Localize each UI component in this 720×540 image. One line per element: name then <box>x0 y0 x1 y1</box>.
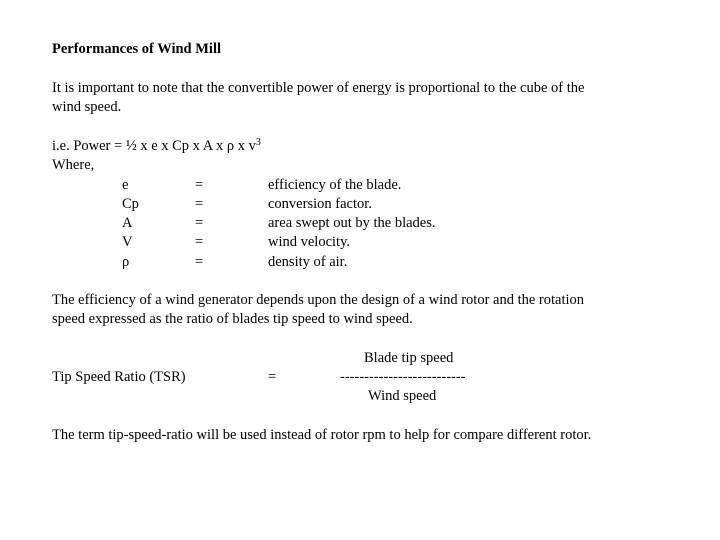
definition-meaning: efficiency of the blade. <box>268 177 402 193</box>
definition-equals: = <box>195 177 204 193</box>
definition-equals: = <box>195 196 204 212</box>
definition-symbol: A <box>122 215 133 231</box>
definition-equals: = <box>195 234 204 250</box>
definition-meaning: density of air. <box>268 254 348 270</box>
power-formula <box>52 137 261 156</box>
definition-equals: = <box>195 254 204 270</box>
definition-meaning: wind velocity. <box>268 234 351 250</box>
tsr-label: Tip Speed Ratio (TSR) <box>52 369 186 385</box>
tsr-numerator: Blade tip speed <box>364 350 454 366</box>
tsr-fraction-bar: -------------------------- <box>340 369 466 385</box>
definition-meaning: area swept out by the blades. <box>268 215 436 231</box>
where-label: Where, <box>52 157 95 173</box>
closing-paragraph: The term tip-speed-ratio will be used instead of rotor rpm to help for compare different rotor. <box>52 427 592 443</box>
definition-symbol: Cp <box>122 196 139 212</box>
tsr-equals: = <box>268 369 277 385</box>
power-formula-exponent: 3 <box>255 137 261 148</box>
tsr-denominator: Wind speed <box>368 388 437 404</box>
definition-equals: = <box>195 215 204 231</box>
definition-meaning: conversion factor. <box>268 196 372 212</box>
definition-symbol: e <box>122 177 129 193</box>
intro-line-1: It is important to note that the convertible power of energy is proportional to the cube of the <box>52 80 585 96</box>
efficiency-line-2: speed expressed as the ratio of blades tip speed to wind speed. <box>52 311 413 327</box>
definition-symbol: ρ <box>122 254 130 270</box>
efficiency-line-1: The efficiency of a wind generator depends upon the design of a wind rotor and the rotation <box>52 292 585 308</box>
document-title: Performances of Wind Mill <box>52 41 222 57</box>
intro-line-2: wind speed. <box>52 99 122 115</box>
power-formula-text: i.e. Power = ½ x e x Cp x A x ρ x v <box>52 138 256 154</box>
definition-symbol: V <box>122 234 133 250</box>
